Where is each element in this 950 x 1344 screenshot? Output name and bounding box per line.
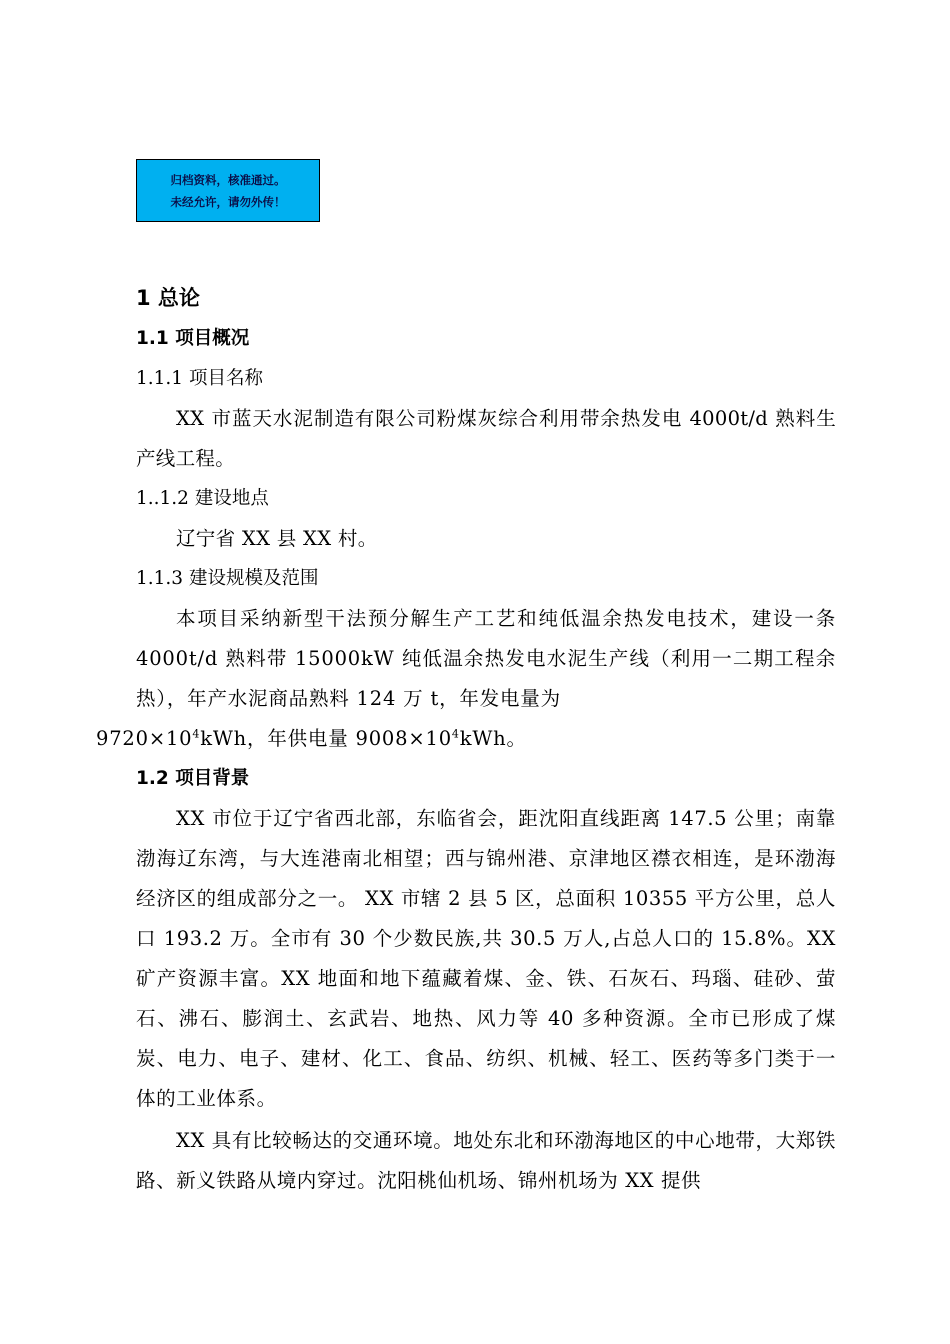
stamp-line-2: 未经允许，请勿外传！: [170, 194, 286, 209]
paragraph-project-site: 辽宁省 XX 县 XX 村。: [176, 527, 378, 550]
subsection-heading-1-1-3: 1.1.3 建设规模及范围: [136, 568, 319, 589]
paragraph-project-scale: [96, 599, 836, 759]
scale-text-c: kWh，年供电量 9008×10: [200, 727, 452, 750]
scale-text-d: kWh。: [459, 727, 527, 750]
scale-text-b: 9720×10: [96, 727, 193, 750]
document-body: [96, 277, 836, 1201]
section-heading-1-1: 1.1 项目概况: [136, 328, 250, 349]
paragraph-project-name: XX 市蓝天水泥制造有限公司粉煤灰综合利用带余热发电 4000t/d 熟料生产线工程。: [136, 407, 836, 470]
paragraph-background-1: XX 市位于辽宁省西北部，东临省会，距沈阳直线距离 147.5 公里；南靠渤海辽东湾，与大连港南北相望；西与锦州港、京津地区襟衣相连，是环渤海经济区的组成部分之一。 XX 市辖 2 县 5 区，总面积 10355 平方公里，总人口 193.2 万。全市有 30 个少数民族,共 30.5 万人,占总人口的 15.8%。XX 矿产资源丰富。XX 地面和地下蕴藏着煤、金、铁、石灰石、玛瑙、硅砂、萤石、沸石、膨润土、玄武岩、地热、风力等 40 多种资源。全市已形成了煤炭、电力、电子、建材、化工、食品、纺织、机械、轻工、医药等多门类于一体的工业体系。: [136, 807, 836, 1110]
scale-text-a: 本项目采纳新型干法预分解生产工艺和纯低温余热发电技术，建设一条 4000t/d 熟料带 15000kW 纯低温余热发电水泥生产线（利用一二期工程余热），年产水泥商品熟料 124 万 t，年发电量为: [136, 607, 836, 710]
scale-exponent-1: 4: [192, 727, 201, 741]
section-heading-1-2: 1.2 项目背景: [136, 768, 250, 789]
scale-exponent-2: 4: [451, 727, 460, 741]
paragraph-background-2: XX 具有比较畅达的交通环境。地处东北和环渤海地区的中心地带，大郑铁路、新义铁路从境内穿过。沈阳桃仙机场、锦州机场为 XX 提供: [136, 1129, 836, 1192]
archive-stamp: [136, 159, 320, 222]
subsection-heading-1-1-2: 1..1.2 建设地点: [136, 488, 269, 509]
chapter-heading: 1 总论: [136, 286, 200, 310]
subsection-heading-1-1-1: 1.1.1 项目名称: [136, 368, 263, 389]
stamp-line-1: 归档资料，核准通过。: [170, 172, 286, 187]
